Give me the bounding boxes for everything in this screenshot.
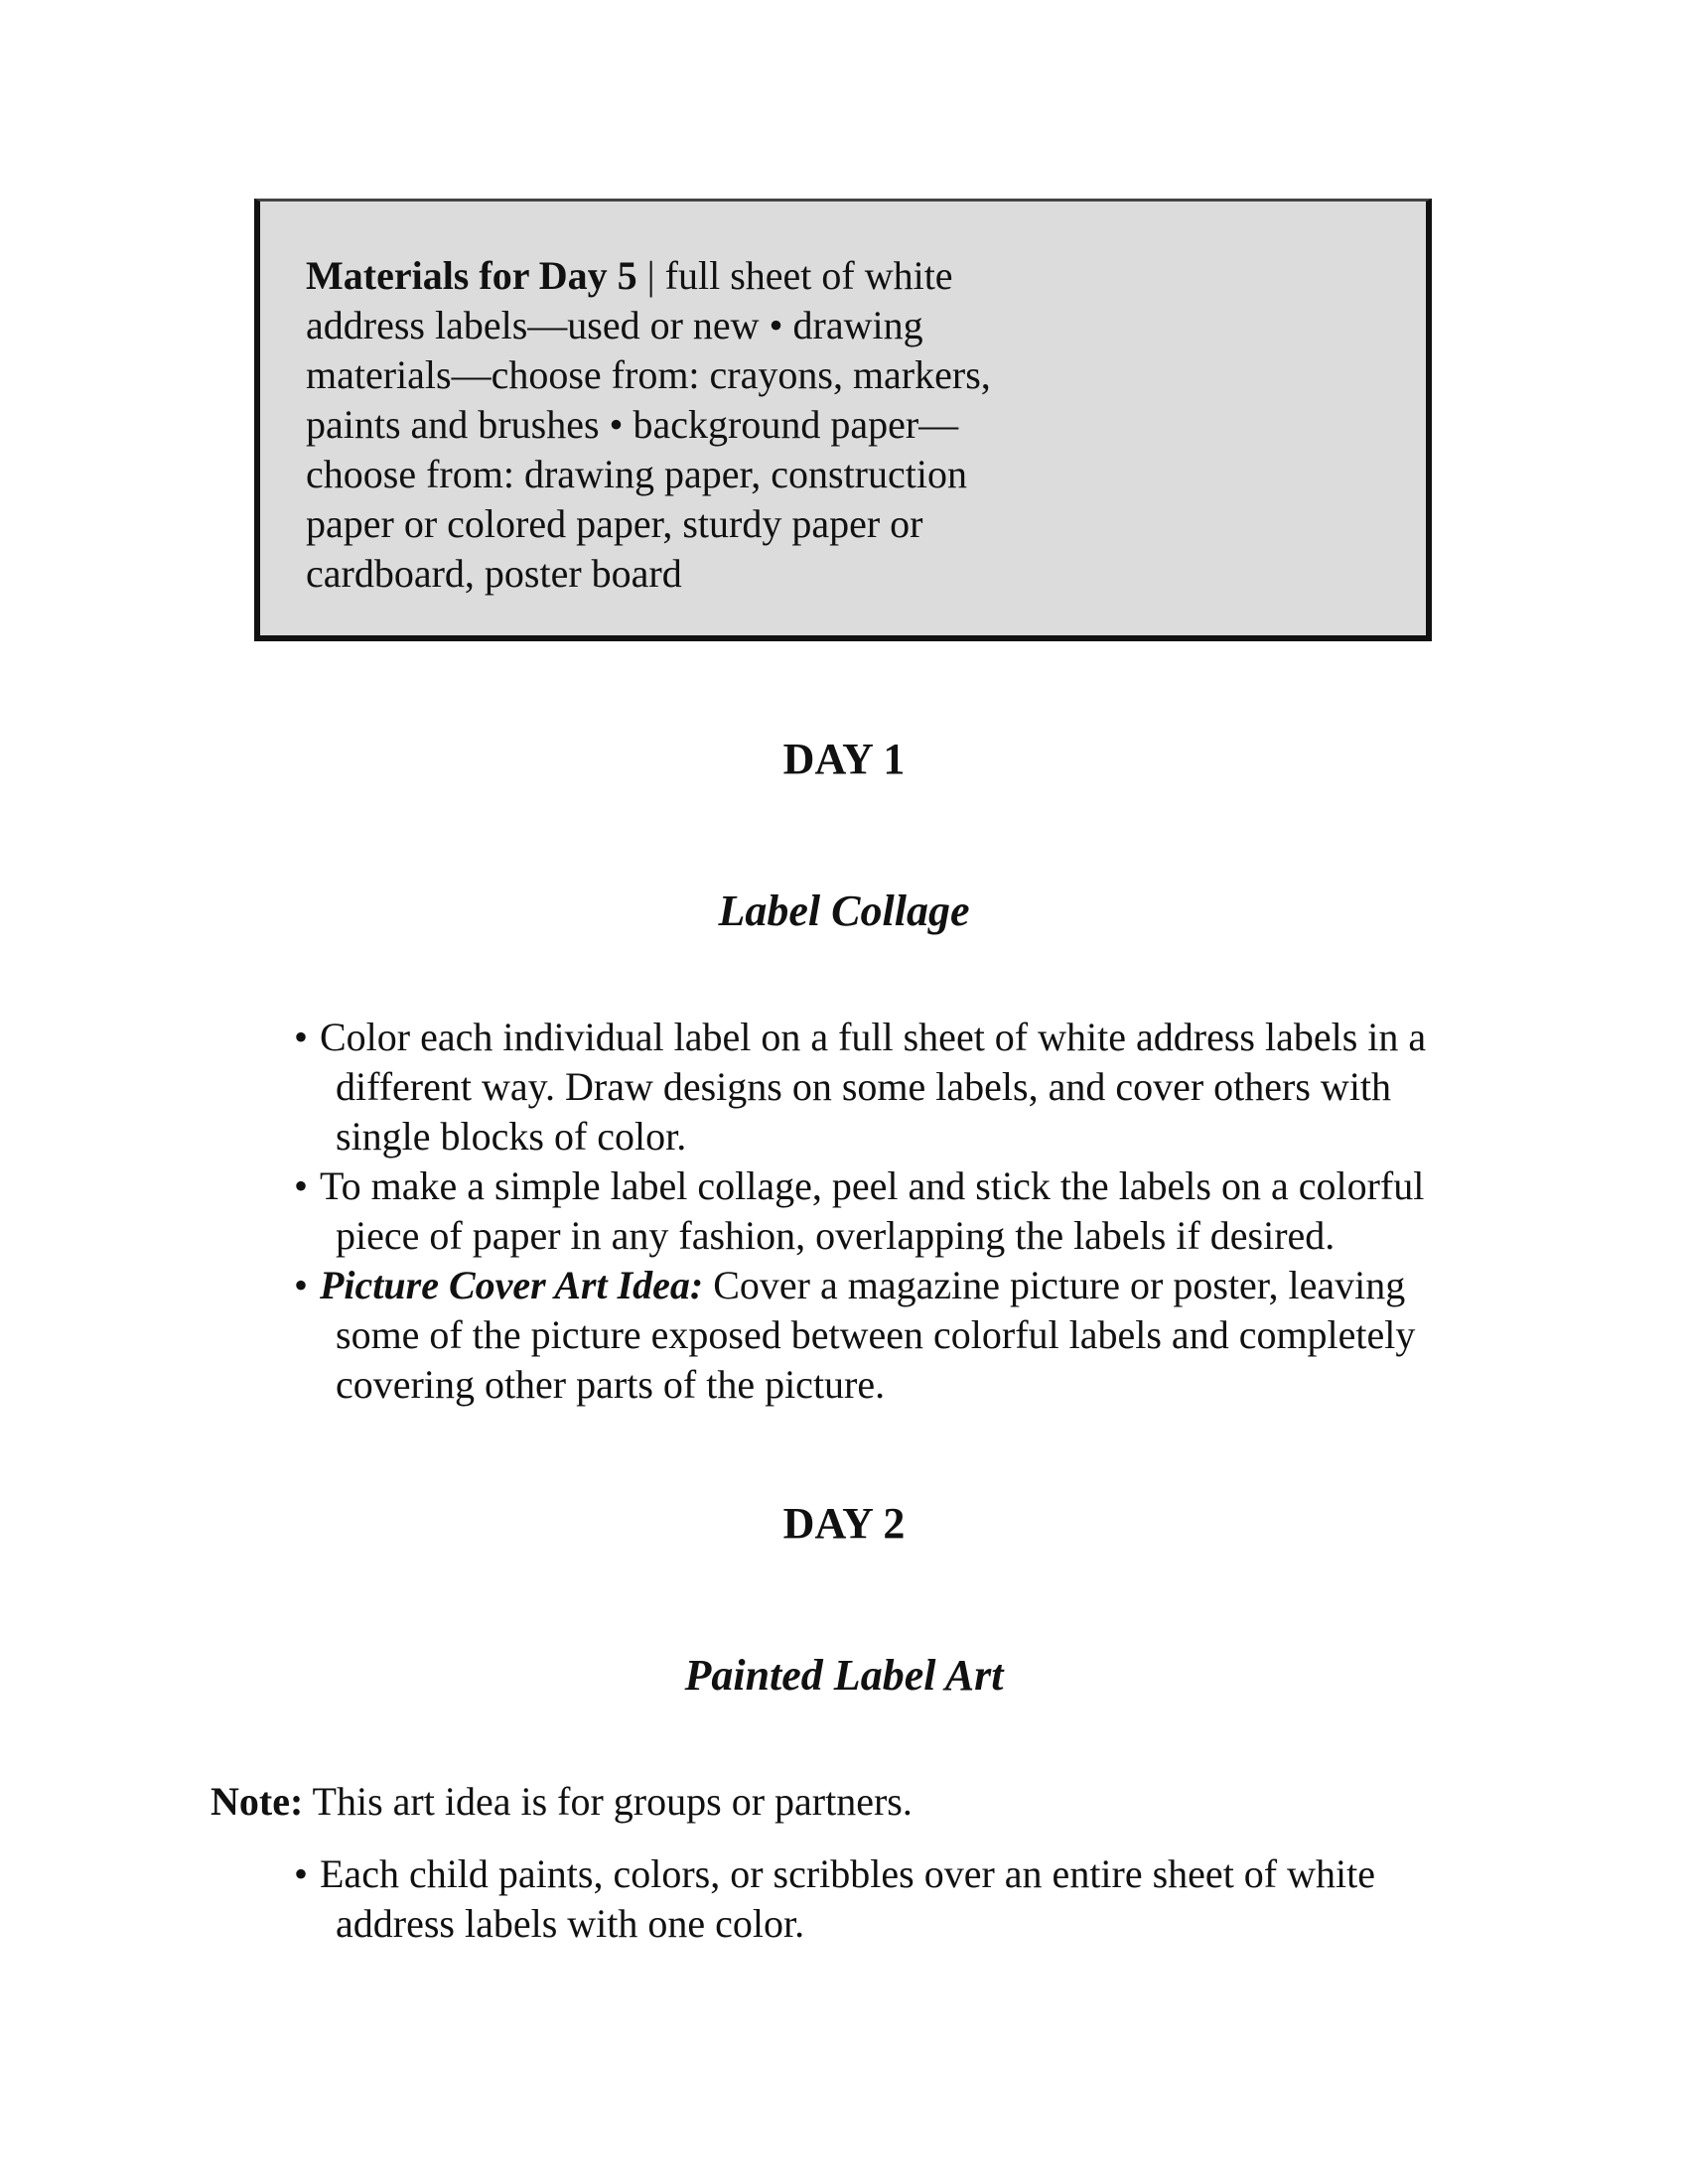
day1-bullet-list (294, 1013, 1495, 1410)
bullet-text: To make a simple label collage, peel and stick the labels on a colorful piece of paper in any fashion, overlapping the labels if desired. (320, 1163, 1425, 1258)
day2-bullet-list (294, 1849, 1495, 1949)
day1-heading: DAY 1 (782, 735, 906, 783)
bullet-icon: • (294, 1851, 309, 1896)
bullet-text: Color each individual label on a full sheet of white address labels in a different way. Draw designs on some labels, and cover others with single blocks of color. (320, 1015, 1427, 1159)
day2-title: Painted Label Art (684, 1651, 1004, 1700)
bullet-text: Cover a magazine picture or poster, leaving some of the picture exposed between colorful labels and completely covering other parts of the picture. (336, 1263, 1416, 1407)
materials-box (254, 199, 1432, 641)
materials-text (306, 251, 1060, 599)
list-item (294, 1013, 1495, 1161)
note-text: This art idea is for groups or partners. (303, 1779, 913, 1824)
bullet-text: Each child paints, colors, or scribbles over an entire sheet of white address labels with one color. (320, 1851, 1375, 1946)
list-item (294, 1161, 1495, 1261)
list-item (294, 1261, 1495, 1410)
note-label: Note: (211, 1779, 304, 1824)
materials-list: full sheet of white address labels—used or new • drawing materials—choose from: crayons, markers, paints and brushes • background paper—choose from: drawing paper, construction paper or colored paper, sturdy paper or cardboard, poster board (306, 253, 991, 596)
bullet-icon: • (294, 1263, 309, 1307)
bullet-icon: • (294, 1015, 309, 1059)
materials-label: Materials for Day 5 (306, 253, 637, 298)
list-item (294, 1849, 1495, 1949)
bullet-icon: • (294, 1163, 309, 1208)
bullet-lead-in: Picture Cover Art Idea: (320, 1263, 704, 1307)
day2-note (211, 1777, 1501, 1827)
day2-heading: DAY 2 (782, 1499, 906, 1548)
day1-title: Label Collage (718, 887, 970, 935)
materials-separator: | (636, 253, 665, 298)
